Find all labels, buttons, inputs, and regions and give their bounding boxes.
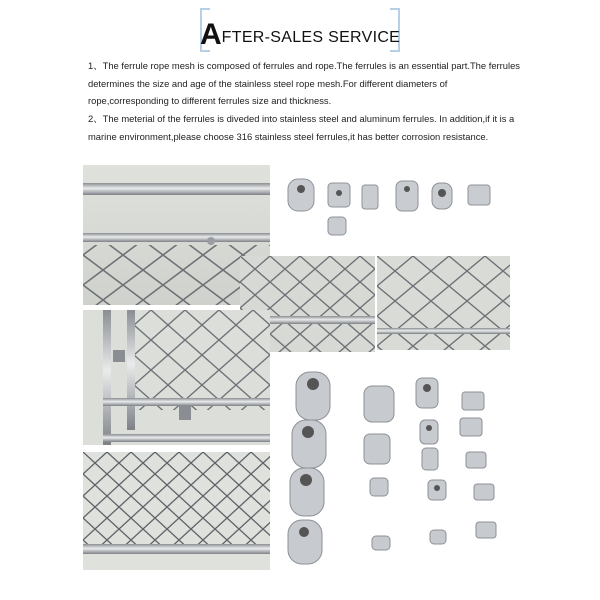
photo-mesh-bottom-rail	[83, 452, 270, 570]
paragraph-ferrule-composition: 1、The ferrule rope mesh is composed of ferrules and rope.The ferrules is an essential part.The ferrules determines the size and age of the stainless steel rope mesh.For different diameters of rope,corresponding to different ferrules size and thickness.	[88, 60, 520, 106]
photo-mesh-closeup-right	[377, 256, 510, 350]
photo-ferrules-small	[280, 165, 515, 250]
title-initial: A	[200, 18, 222, 51]
section-title	[200, 18, 400, 52]
paragraph-ferrule-material: 2、The meterial of the ferrules is diveded into stainless steel and aluminum ferrules. In addition,if it is a marine environment,please choose 316 stainless steel ferrules,it has better corrosion resistance.	[88, 113, 515, 142]
title-rest: FTER-SALES SERVICE	[221, 29, 401, 46]
section-title-frame	[200, 8, 400, 52]
photo-ferrules-large	[280, 360, 515, 575]
photo-tube-frame-left	[83, 310, 270, 445]
